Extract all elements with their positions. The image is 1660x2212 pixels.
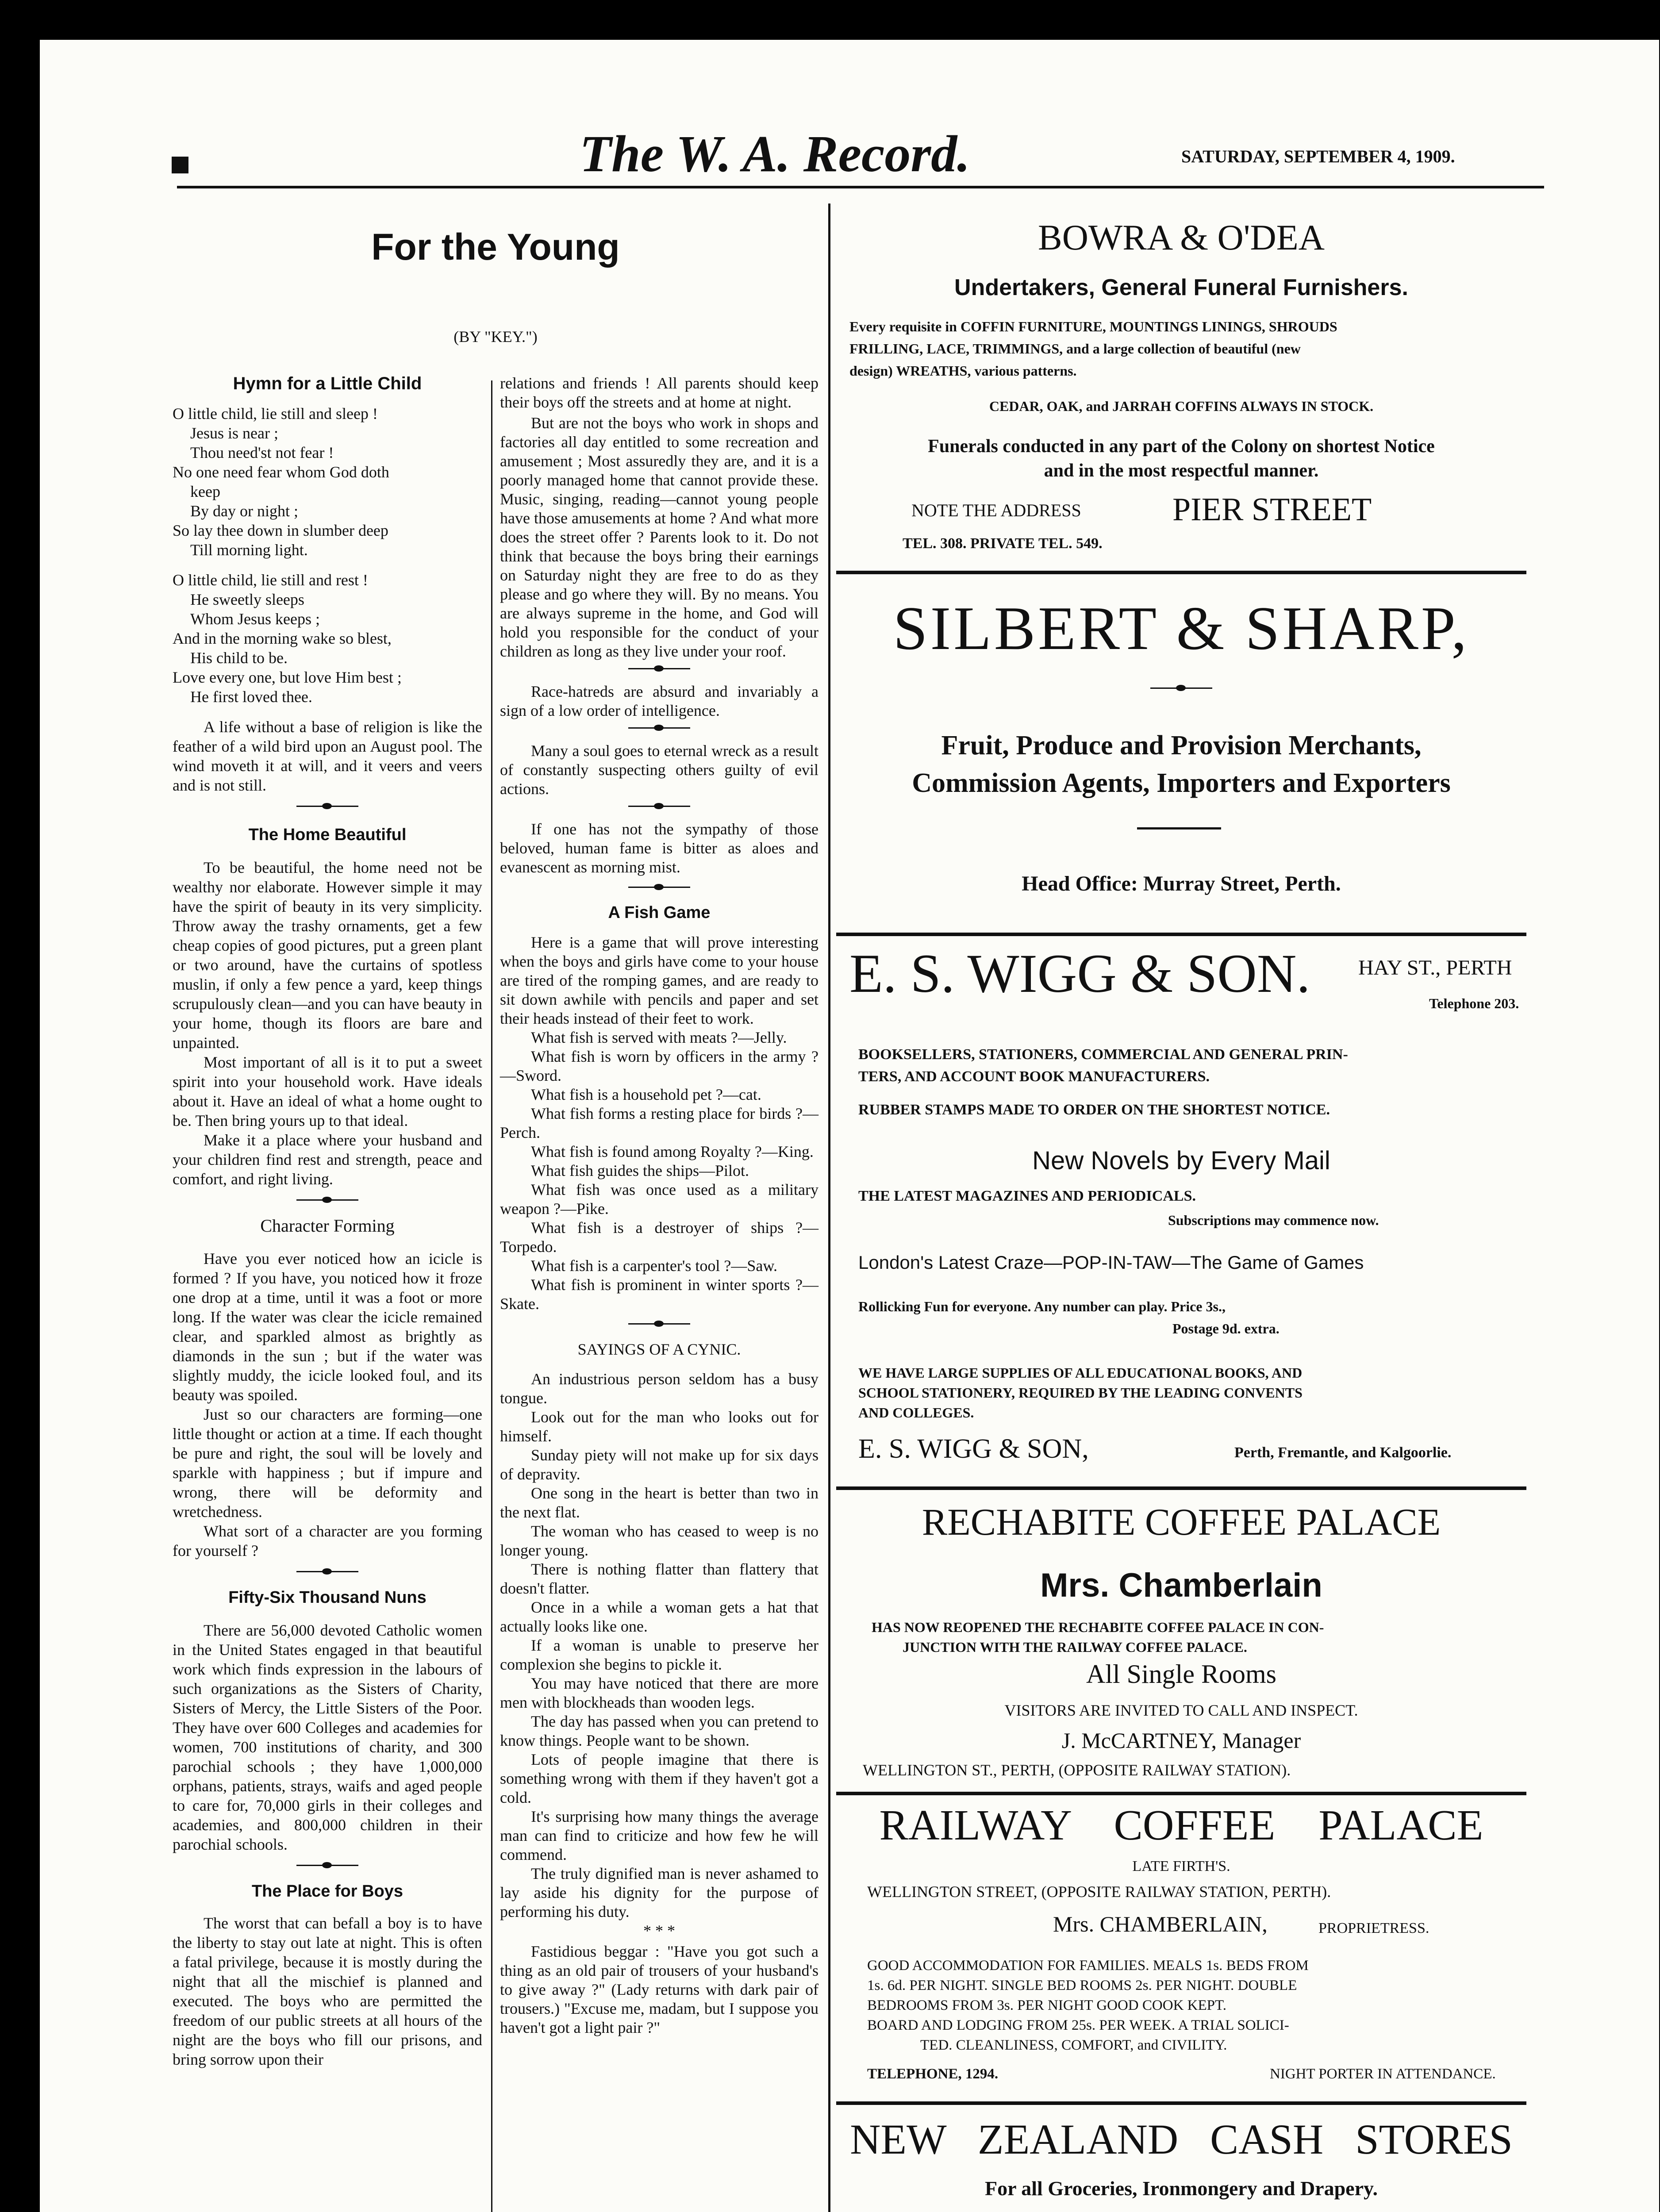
rechabite-line: JUNCTION WITH THE RAILWAY COFFEE PALACE. bbox=[903, 1639, 1247, 1655]
byline: (BY "KEY.") bbox=[453, 328, 538, 346]
wigg-line: SCHOOL STATIONERY, REQUIRED BY THE LEADING CONVENTS bbox=[858, 1385, 1303, 1401]
railway-telephone: TELEPHONE, 1294. bbox=[867, 2066, 999, 2082]
rechabite-visitors: VISITORS ARE INVITED TO CALL AND INSPECT. bbox=[1004, 1701, 1358, 1719]
character-paragraph: Have you ever noticed how an icicle is formed ? If you have, you noticed how it froze one drop at a time, until it was a foot or more long. If the water was clear the icicle remained clear, and sparkled almost as brightly as diamonds in the sun ; but if the water was slightly muddy, the icicle looked foul, and its beauty was spoiled. bbox=[173, 1250, 482, 1404]
cynic-saying: One song in the heart is better than two in the next flat. bbox=[500, 1484, 818, 1521]
fish-paragraph: Here is a game that will prove interesting when the boys and girls have come to your house are tired of the romping games, and are ready to sit down awhile with pencils and paper and set their heads instead of their feet to work. bbox=[500, 933, 818, 1027]
wigg-craze: London's Latest Craze—POP-IN-TAW—The Game of Games bbox=[858, 1252, 1364, 1273]
ad-divider bbox=[1137, 827, 1221, 830]
maxim-paragraph: Many a soul goes to eternal wreck as a result of constantly suspecting others guilty of evil actions. bbox=[500, 742, 818, 798]
wigg-novels: New Novels by Every Mail bbox=[1032, 1146, 1330, 1175]
railway-line: 1s. 6d. PER NIGHT. SINGLE BED ROOMS 2s. PER NIGHT. DOUBLE bbox=[867, 1978, 1297, 1993]
bowra-note: NOTE THE ADDRESS bbox=[911, 500, 1081, 520]
verse-line: O little child, lie still and sleep ! bbox=[173, 405, 378, 422]
ornament-divider bbox=[628, 665, 690, 672]
section-title: For the Young bbox=[371, 226, 620, 268]
bowra-line: FRILLING, LACE, TRIMMINGS, and a large collection of beautiful (new bbox=[849, 341, 1301, 357]
nz-line: For all Groceries, Ironmongery and Drapery. bbox=[985, 2177, 1378, 2200]
railway-late: LATE FIRTH'S. bbox=[1132, 1858, 1230, 1874]
fish-heading: A Fish Game bbox=[608, 903, 711, 922]
home-paragraph: To be beautiful, the home need not be wealthy nor elaborate. However simple it may have the spirit of beauty in its very simplicity. Throw away the trashy ornaments, get a few cheap copies of good pictures, put a green plant or two around, have the curtains of spotless muslin, if only a few pence a yard, keep things scrupulously clean—and you can have beauty in your home, though its floors are bare and unpainted. bbox=[173, 859, 482, 1052]
verse-line: Whom Jesus keeps ; bbox=[190, 610, 320, 628]
ornament-divider bbox=[296, 803, 358, 809]
railway-line: TED. CLEANLINESS, COMFORT, and CIVILITY. bbox=[920, 2037, 1227, 2053]
verse-line: Till morning light. bbox=[190, 541, 308, 559]
verse-line: He first loved thee. bbox=[190, 688, 312, 706]
cynic-saying: You may have noticed that there are more men with blockheads than wooden legs. bbox=[500, 1674, 818, 1711]
fish-question: What fish is a carpenter's tool ?—Saw. bbox=[531, 1257, 777, 1275]
verse-line: Love every one, but love Him best ; bbox=[173, 668, 402, 686]
verse-line: Jesus is near ; bbox=[190, 424, 278, 442]
masthead-rule bbox=[177, 186, 1544, 188]
maxim-paragraph: If one has not the sympathy of those beloved, human fame is bitter as aloes and evanescent as morning mist. bbox=[500, 820, 818, 876]
newspaper-page bbox=[40, 40, 1659, 2212]
wigg-places: Perth, Fremantle, and Kalgoorlie. bbox=[1234, 1444, 1452, 1461]
silbert-title: SILBERT & SHARP, bbox=[893, 594, 1470, 663]
masthead-date: SATURDAY, SEPTEMBER 4, 1909. bbox=[1181, 146, 1455, 166]
bowra-line: Every requisite in COFFIN FURNITURE, MOUNTINGS LININGS, SHROUDS bbox=[849, 319, 1337, 334]
verse-line: He sweetly sleeps bbox=[190, 591, 304, 608]
wigg-line: THE LATEST MAGAZINES AND PERIODICALS. bbox=[858, 1188, 1196, 1204]
cynic-saying: Once in a while a woman gets a hat that actually looks like one. bbox=[500, 1598, 818, 1635]
cynic-saying: Sunday piety will not make up for six days of depravity. bbox=[500, 1446, 818, 1483]
verse-line: By day or night ; bbox=[190, 502, 298, 520]
railway-proprietress: PROPRIETRESS. bbox=[1318, 1920, 1429, 1936]
ornament-divider bbox=[296, 1568, 358, 1575]
railway-line: BEDROOMS FROM 3s. PER NIGHT GOOD COOK KEPT. bbox=[867, 1997, 1226, 2013]
cynic-saying: An industrious person seldom has a busy tongue. bbox=[500, 1370, 818, 1407]
cynic-heading: SAYINGS OF A CYNIC. bbox=[577, 1340, 741, 1358]
ad-divider bbox=[836, 933, 1526, 936]
ornament-divider bbox=[628, 725, 690, 731]
hymn-verse-1 bbox=[173, 404, 482, 560]
fish-question: What fish is a destroyer of ships ?—Torpedo. bbox=[500, 1219, 818, 1256]
ornament-divider bbox=[1150, 685, 1212, 691]
wigg-line: Subscriptions may commence now. bbox=[1168, 1212, 1379, 1228]
column-1 bbox=[173, 374, 482, 2069]
wigg-title: E. S. WIGG & SON. bbox=[849, 943, 1310, 1004]
nz-title: NEW ZEALAND CASH STORES bbox=[850, 2116, 1513, 2163]
railway-line: GOOD ACCOMMODATION FOR FAMILIES. MEALS 1s. BEDS FROM bbox=[867, 1958, 1309, 1974]
bowra-line: CEDAR, OAK, and JARRAH COFFINS ALWAYS IN STOCK. bbox=[989, 398, 1374, 414]
railway-line: BOARD AND LODGING FROM 25s. PER WEEK. A TRIAL SOLICI- bbox=[867, 2017, 1289, 2033]
ornament-divider bbox=[628, 803, 690, 809]
rechabite-name: Mrs. Chamberlain bbox=[1040, 1567, 1322, 1604]
maxim-paragraph: Race-hatreds are absurd and invariably a sign of a low order of intelligence. bbox=[500, 683, 818, 719]
cynic-saying: The day has passed when you can pretend to know things. People want to be shown. bbox=[500, 1713, 818, 1749]
character-paragraph: What sort of a character are you forming for yourself ? bbox=[173, 1522, 482, 1559]
hymn-paragraph: A life without a base of religion is like the feather of a wild bird upon an August pool. The wind moveth it at will, and it veers and veers and is not still. bbox=[173, 718, 482, 794]
column-rule-right bbox=[828, 204, 830, 2212]
home-paragraph: Most important of all is it to put a sweet spirit into your household work. Have ideals about it. Have an ideal of what a home ought to be. Then bring yours up to that ideal. bbox=[173, 1053, 482, 1129]
ad-divider bbox=[836, 571, 1526, 574]
ad-divider bbox=[836, 2101, 1526, 2105]
boys-continued-paragraph: relations and friends ! All parents should keep their boys off the streets and at home at night. bbox=[500, 374, 818, 411]
character-paragraph: Just so our characters are forming—one little thought or action at a time. If each thought be pure and right, the soul will be lovely and sparkle with happiness ; but if impure and wrong, there will be deformity and wretchedness. bbox=[173, 1406, 482, 1521]
boys-heading: The Place for Boys bbox=[251, 1882, 403, 1901]
wigg-line: WE HAVE LARGE SUPPLIES OF ALL EDUCATIONAL BOOKS, AND bbox=[858, 1365, 1303, 1381]
beggar-anecdote: Fastidious beggar : "Have you got such a thing as an old pair of trousers of your husband's to give away ?" (Lady returns with dark pair of trousers.) "Excuse me, madam, but I suppose you haven't got a light pair ?" bbox=[500, 1943, 818, 2036]
home-heading: The Home Beautiful bbox=[248, 826, 407, 844]
fish-question: What fish is prominent in winter sports ?—Skate. bbox=[500, 1276, 818, 1313]
rechabite-rooms: All Single Rooms bbox=[1086, 1659, 1277, 1689]
rechabite-title: RECHABITE COFFEE PALACE bbox=[922, 1501, 1441, 1543]
verse-line: So lay thee down in slumber deep bbox=[173, 522, 388, 539]
cynic-saying: If a woman is unable to preserve her complexion she begins to pickle it. bbox=[500, 1636, 818, 1673]
cynic-saying: Lots of people imagine that there is something wrong with them if they haven't got a cold. bbox=[500, 1751, 818, 1806]
bowra-tel: TEL. 308. PRIVATE TEL. 549. bbox=[903, 535, 1103, 552]
verse-line: Thou need'st not fear ! bbox=[190, 444, 334, 461]
hymn-verse-2 bbox=[173, 570, 482, 707]
wigg-line: RUBBER STAMPS MADE TO ORDER ON THE SHORTEST NOTICE. bbox=[858, 1102, 1330, 1118]
fish-question: What fish guides the ships—Pilot. bbox=[531, 1162, 749, 1179]
nuns-paragraph: There are 56,000 devoted Catholic women in the United States engaged in that beautiful work which finds expression in the labours of such organizations as the Sisters of Charity, Sisters of Mercy, the Little Sisters of the Poor. They have over 600 Colleges and academies for women, 700 institutions of charity, and 300 parochial schools ; they have 1,000,000 orphans, patients, strays, waifs and aged people to care for, 70,000 girls in their colleges and academies, and 800,000 children in their parochial schools. bbox=[173, 1621, 482, 1853]
corner-mark bbox=[172, 157, 188, 173]
cynic-saying: The woman who has ceased to weep is no longer young. bbox=[500, 1522, 818, 1559]
wigg-line: TERS, AND ACCOUNT BOOK MANUFACTURERS. bbox=[858, 1068, 1210, 1085]
fish-question: What fish is a household pet ?—cat. bbox=[531, 1086, 761, 1103]
fish-question: What fish forms a resting place for birds ?—Perch. bbox=[500, 1105, 818, 1141]
verse-line: And in the morning wake so blest, bbox=[173, 630, 392, 647]
home-paragraph: Make it a place where your husband and your children find rest and strength, peace and comfort, and right living. bbox=[173, 1131, 482, 1188]
wigg-line: BOOKSELLERS, STATIONERS, COMMERCIAL AND GENERAL PRIN- bbox=[858, 1046, 1348, 1063]
ornament-divider bbox=[296, 1862, 358, 1868]
cynic-saying: Look out for the man who looks out for himself. bbox=[500, 1408, 818, 1445]
hymn-heading: Hymn for a Little Child bbox=[233, 374, 422, 393]
character-heading: Character Forming bbox=[260, 1216, 395, 1236]
verse-line: keep bbox=[190, 483, 220, 500]
column-rule-left bbox=[491, 380, 492, 2212]
boys-continued-paragraph: But are not the boys who work in shops and factories all day entitled to some recreation and amusement ; Most assuredly they are, and it is a poorly managed home that cannot provide these. Music, singing, reading—cannot young people have those amusements at home ? And what more does the street offer ? Parents look to it. Do not think that because the boys bring their earnings on Saturday night they are free to do as they please and go where they will. By no means. You are always supreme in the home, and God will hold you responsible for the conduct of your children as long as they live under your roof. bbox=[500, 414, 818, 660]
bowra-street: PIER STREET bbox=[1172, 492, 1372, 528]
wigg-telephone: Telephone 203. bbox=[1429, 995, 1519, 1011]
rechabite-address: WELLINGTON ST., PERTH, (OPPOSITE RAILWAY STATION). bbox=[863, 1761, 1291, 1779]
wigg-line: AND COLLEGES. bbox=[858, 1405, 974, 1421]
fish-question: What fish is found among Royalty ?—King. bbox=[531, 1143, 814, 1160]
railway-title: RAILWAY COFFEE PALACE bbox=[879, 1801, 1483, 1849]
column-2 bbox=[500, 374, 818, 2037]
bowra-subtitle: Undertakers, General Funeral Furnishers. bbox=[954, 275, 1408, 300]
railway-address: WELLINGTON STREET, (OPPOSITE RAILWAY STATION, PERTH). bbox=[867, 1883, 1331, 1901]
ad-divider bbox=[836, 1486, 1526, 1490]
fish-question: What fish is worn by officers in the army ?—Sword. bbox=[500, 1048, 818, 1084]
silbert-line: Commission Agents, Importers and Exporters bbox=[912, 768, 1451, 798]
bowra-line: Funerals conducted in any part of the Colony on shortest Notice bbox=[928, 436, 1435, 457]
verse-line: His child to be. bbox=[190, 649, 288, 667]
ornament-divider bbox=[628, 884, 690, 890]
cynic-saying: It's surprising how many things the average man can find to criticize and how few he will commend. bbox=[500, 1808, 818, 1863]
verse-line: No one need fear whom God doth bbox=[173, 463, 389, 481]
rechabite-manager: J. McCARTNEY, Manager bbox=[1061, 1728, 1301, 1753]
wigg-line: Postage 9d. extra. bbox=[1172, 1321, 1280, 1336]
silbert-office: Head Office: Murray Street, Perth. bbox=[1022, 872, 1341, 895]
railway-proprietress-name: Mrs. CHAMBERLAIN, bbox=[1053, 1912, 1268, 1936]
cynic-saying: The truly dignified man is never ashamed to lay aside his dignity for the purpose of performing his duty. bbox=[500, 1865, 818, 1920]
cynic-saying: There is nothing flatter than flattery that doesn't flatter. bbox=[500, 1560, 818, 1597]
rechabite-line: HAS NOW REOPENED THE RECHABITE COFFEE PALACE IN CON- bbox=[872, 1619, 1324, 1635]
silbert-line: Fruit, Produce and Provision Merchants, bbox=[941, 730, 1422, 760]
ad-divider bbox=[836, 1792, 1526, 1795]
fish-question: What fish is served with meats ?—Jelly. bbox=[531, 1029, 787, 1046]
section-stars: * * * bbox=[643, 1922, 675, 1939]
ornament-divider bbox=[628, 1321, 690, 1327]
verse-line: O little child, lie still and rest ! bbox=[173, 571, 368, 589]
wigg-line: Rollicking Fun for everyone. Any number can play. Price 3s., bbox=[858, 1298, 1226, 1314]
wigg-signature: E. S. WIGG & SON, bbox=[858, 1434, 1089, 1464]
fish-question: What fish was once used as a military weapon ?—Pike. bbox=[500, 1181, 818, 1217]
masthead-title: The W. A. Record. bbox=[580, 125, 970, 183]
nuns-heading: Fifty-Six Thousand Nuns bbox=[228, 1588, 427, 1607]
bowra-title: BOWRA & O'DEA bbox=[1038, 217, 1325, 257]
boys-paragraph: The worst that can befall a boy is to have the liberty to stay out late at night. This is often a fatal privilege, because it is mostly during the night that all the mischief is planned and executed. The boys who are permitted the freedom of our public streets at all hours of the night are the boys who fill our prisons, and bring sorrow upon their bbox=[173, 1914, 482, 2068]
wigg-address: HAY ST., PERTH bbox=[1358, 956, 1512, 979]
bowra-line: and in the most respectful manner. bbox=[1044, 461, 1319, 481]
ornament-divider bbox=[296, 1197, 358, 1203]
railway-porter: NIGHT PORTER IN ATTENDANCE. bbox=[1270, 2066, 1496, 2082]
bowra-line: design) WREATHS, various patterns. bbox=[849, 363, 1077, 379]
